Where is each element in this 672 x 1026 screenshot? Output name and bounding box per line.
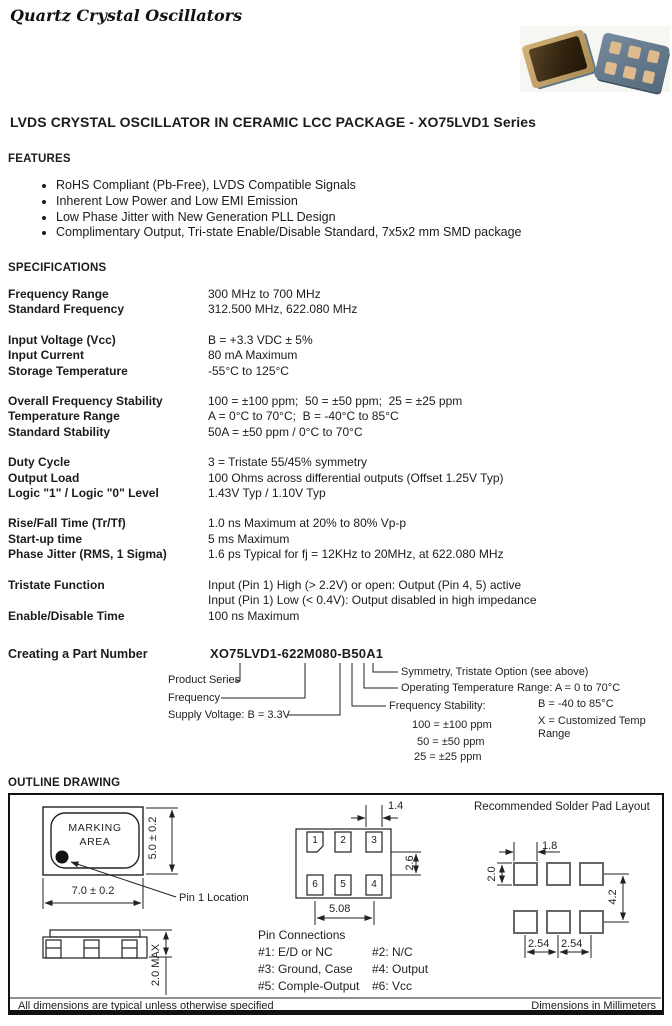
feature-item: • RoHS Compliant (Pb-Free), LVDS Compatible Signals — [56, 178, 656, 194]
pad-number: 6 — [312, 879, 318, 890]
spec-row — [8, 532, 666, 547]
spec-value: 100 ns Maximum — [208, 608, 300, 623]
features-heading: FEATURES — [8, 153, 71, 165]
spec-value: 80 mA Maximum — [208, 348, 298, 363]
spec-value: 50A = ±50 ppm / 0°C to 70°C — [208, 424, 363, 439]
spec-value: 100 = ±100 ppm; 50 = ±50 ppm; 25 = ±25 ppm — [208, 394, 463, 409]
spec-value: 1.0 ns Maximum at 20% to 80% Vp-p — [208, 516, 407, 531]
dim-pad-width-label: 1.4 — [388, 800, 404, 812]
callout-product-series: Product Series — [168, 674, 241, 686]
callout-stability-25: 25 = ±25 ppm — [414, 751, 482, 763]
spec-value: B = +3.3 VDC ± 5% — [208, 332, 313, 347]
spec-value: 100 Ohms across differential outputs (Offset 1.25V Typ) — [208, 470, 504, 485]
spec-group — [8, 578, 666, 624]
spec-label: Input Voltage (Vcc) — [8, 332, 116, 347]
dim-solder-pitch: 2.54 — [528, 938, 550, 950]
spec-label: Rise/Fall Time (Tr/Tf) — [8, 516, 126, 531]
feature-item: • Complimentary Output, Tri-state Enable/Disable Standard, 7x5x2 mm SMD package — [56, 225, 656, 241]
spec-label: Temperature Range — [8, 409, 120, 424]
part-number-callout-lines — [221, 663, 398, 715]
callout-operating-temp-b: B = -40 to 85°C — [538, 698, 614, 710]
part-number: XO75LVD1-622M080-B50A1 — [210, 646, 384, 661]
spec-row — [8, 609, 666, 624]
specifications-table — [8, 287, 666, 624]
pad-number: 5 — [340, 879, 346, 890]
spec-row — [8, 425, 666, 440]
spec-group — [8, 516, 666, 562]
part-number-heading: Creating a Part Number — [8, 647, 148, 661]
spec-label: Tristate Function — [8, 577, 105, 592]
pin-connection: #1: E/D or NC — [258, 945, 333, 959]
callout-stability-50: 50 = ±50 ppm — [417, 736, 485, 748]
spec-value: 3 = Tristate 55/45% symmetry — [208, 455, 368, 470]
pad-number: 1 — [312, 835, 318, 846]
spec-row — [8, 471, 666, 486]
chip-pad — [623, 66, 637, 80]
spec-label: Enable/Disable Time — [8, 608, 125, 623]
spec-label: Phase Jitter (RMS, 1 Sigma) — [8, 547, 167, 562]
page-title: LVDS CRYSTAL OSCILLATOR IN CERAMIC LCC PACKAGE - XO75LVD1 Series — [10, 114, 537, 130]
spec-group — [8, 455, 666, 501]
feature-item: • Inherent Low Power and Low EMI Emission — [56, 194, 656, 210]
spec-value: 5 ms Maximum — [208, 531, 290, 546]
pin-connection: #5: Comple-Output — [258, 979, 360, 993]
dim-solder-vertical: 4.2 — [607, 889, 619, 905]
spec-value: 312.500 MHz, 622.080 MHz — [208, 302, 358, 317]
spec-label: Output Load — [8, 470, 80, 485]
outline-heading: OUTLINE DRAWING — [8, 777, 121, 789]
callout-symmetry: Symmetry, Tristate Option (see above) — [401, 666, 589, 678]
callout-stability-100: 100 = ±100 ppm — [412, 719, 492, 731]
pin-connection: #3: Ground, Case — [258, 962, 353, 976]
pad-number: 4 — [371, 879, 377, 890]
spec-group — [8, 287, 666, 318]
dim-solder-pad-height: 2.0 — [486, 866, 498, 882]
dim-width-label: 7.0 ± 0.2 — [71, 885, 115, 897]
solder-pad-title: Recommended Solder Pad Layout — [474, 801, 650, 813]
spec-row — [8, 409, 666, 424]
spec-label: Frequency Range — [8, 287, 109, 301]
spec-row — [8, 547, 666, 562]
spec-row — [8, 593, 666, 608]
spec-row — [8, 516, 666, 531]
chip-top-view — [521, 29, 595, 89]
spec-label — [8, 593, 208, 608]
spec-label: Start-up time — [8, 531, 83, 546]
footnote-right: Dimensions in Millimeters — [531, 1000, 656, 1012]
feature-item: • Low Phase Jitter with New Generation PLL Design — [56, 210, 656, 226]
dim-height-label: 5.0 ± 0.2 — [147, 816, 159, 860]
spec-row — [8, 302, 666, 317]
product-photo — [520, 26, 670, 92]
chip-pad — [604, 61, 618, 75]
dim-thickness-label: 2.0 MAX — [150, 943, 162, 987]
chip-lid — [528, 35, 587, 82]
pad-number: 3 — [371, 835, 377, 846]
spec-row — [8, 287, 666, 302]
spec-row — [8, 364, 666, 379]
pin-connections-heading: Pin Connections — [258, 928, 346, 942]
pad-number: 2 — [340, 835, 346, 846]
chip-pad — [646, 49, 660, 63]
chip-pad — [627, 45, 641, 59]
spec-row — [8, 348, 666, 363]
dim-span-label: 5.08 — [329, 903, 351, 915]
specifications-heading: SPECIFICATIONS — [8, 262, 107, 274]
spec-row — [8, 486, 666, 501]
spec-group — [8, 394, 666, 440]
spec-row — [8, 455, 666, 470]
brand-title: Quartz Crystal Oscillators — [10, 6, 243, 25]
spec-value: 1.43V Typ / 1.10V Typ — [208, 486, 326, 501]
spec-row — [8, 333, 666, 348]
pin1-location-label: Pin 1 Location — [179, 892, 249, 904]
spec-label: Overall Frequency Stability — [8, 394, 163, 409]
callout-frequency-stability: Frequency Stability: — [389, 700, 486, 712]
spec-row — [8, 578, 666, 593]
features-list — [56, 178, 656, 241]
pin-connection: #6: Vcc — [372, 979, 413, 993]
spec-label: Logic "1" / Logic "0" Level — [8, 486, 159, 501]
callout-operating-temp: Operating Temperature Range: A = 0 to 70°C — [401, 682, 621, 694]
spec-label: Standard Frequency — [8, 302, 125, 317]
spec-value: A = 0°C to 70°C; B = -40°C to 85°C — [208, 409, 399, 424]
spec-value: 1.6 ps Typical for fj = 12KHz to 20MHz, at 622.080 MHz — [208, 547, 504, 562]
spec-row — [8, 394, 666, 409]
spec-label: Input Current — [8, 348, 84, 363]
callout-supply-voltage: Supply Voltage: B = 3.3V — [168, 709, 291, 721]
spec-group — [8, 333, 666, 379]
dim-solder-pitch: 2.54 — [561, 938, 583, 950]
callout-operating-temp-x: X = Customized Temp Range — [538, 715, 646, 740]
spec-value: Input (Pin 1) High (> 2.2V) or open: Output (Pin 4, 5) active — [208, 577, 522, 592]
dim-row-gap-label: 2.6 — [404, 855, 416, 871]
spec-label: Duty Cycle — [8, 455, 71, 470]
chip-pad — [609, 41, 623, 55]
spec-label: Standard Stability — [8, 424, 111, 439]
spec-value: Input (Pin 1) Low (< 0.4V): Output disabled in high impedance — [208, 593, 537, 608]
spec-value: -55°C to 125°C — [208, 363, 289, 378]
footnote-left: All dimensions are typical unless otherwise specified — [18, 1000, 274, 1012]
marking-area-label: MARKING AREA — [68, 822, 122, 848]
chip-pad — [642, 70, 656, 84]
spec-label: Storage Temperature — [8, 363, 128, 378]
pin-connection: #2: N/C — [372, 945, 413, 959]
spec-value: 300 MHz to 700 MHz — [208, 287, 321, 301]
dim-solder-pad-width: 1.8 — [542, 840, 558, 852]
chip-bottom-view — [594, 32, 671, 93]
pin-connection: #4: Output — [372, 962, 429, 976]
callout-frequency: Frequency — [168, 692, 220, 704]
